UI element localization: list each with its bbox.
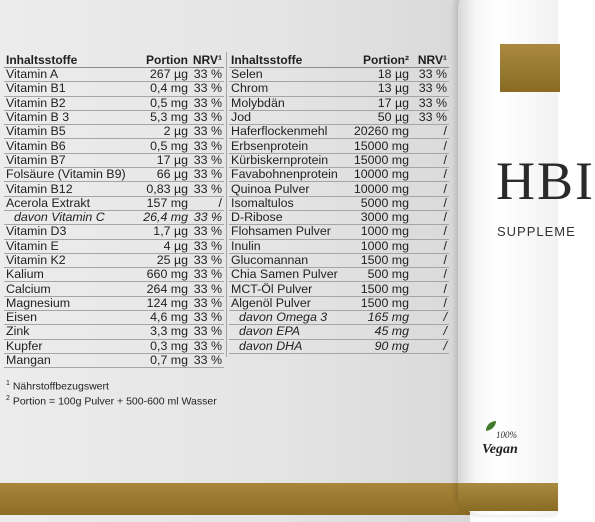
portion-value: 20260 mg [347,125,411,139]
table-row [229,125,449,139]
table-row [229,296,449,310]
portion-value: 0,7 mg [132,353,190,367]
bottle-gold-band-bottom [458,483,558,511]
nrv-value: 33 % [190,68,224,82]
nrv-value: 33 % [190,125,224,139]
nrv-value: 33 % [190,296,224,310]
portion-value: 2 µg [132,125,190,139]
portion-value: 15000 mg [347,139,411,153]
nrv-value: 33 % [190,139,224,153]
ingredient-name: Eisen [4,311,132,325]
nrv-value: / [411,153,449,167]
portion-value: 124 mg [132,296,190,310]
ingredient-name: Kürbiskernprotein [229,153,347,167]
portion-value: 165 mg [347,311,411,325]
ingredient-name: MCT-Öl Pulver [229,282,347,296]
vegan-label: Vegan [482,442,518,457]
nrv-value: / [411,225,449,239]
portion-value: 1000 mg [347,225,411,239]
portion-value: 1500 mg [347,253,411,267]
ingredient-name: Vitamin B6 [4,139,132,153]
ingredient-name: Chia Samen Pulver [229,268,347,282]
nrv-value: / [411,253,449,267]
nrv-value: 33 % [190,353,224,367]
brand-name: HBI [496,151,595,211]
nutrition-table-right [229,52,449,354]
table-row [229,182,449,196]
table-row [4,82,224,96]
footnote-1 [6,380,109,393]
table-row [229,110,449,124]
portion-value: 45 mg [347,325,411,339]
portion-value: 660 mg [132,268,190,282]
vegan-badge [478,420,518,470]
ingredient-name: D-Ribose [229,210,347,224]
table-row [4,210,224,224]
portion-value: 267 µg [132,68,190,82]
ingredient-name: Algenöl Pulver [229,296,347,310]
table-row [4,225,224,239]
header-portion: Portion² [347,52,411,68]
portion-value: 17 µg [347,96,411,110]
portion-value: 5000 mg [347,196,411,210]
portion-value: 500 mg [347,268,411,282]
table-row [4,339,224,353]
ingredient-name: Vitamin D3 [4,225,132,239]
ingredient-name: davon Vitamin C [4,210,132,224]
table-row [4,125,224,139]
table-row [4,353,224,367]
nrv-value: 33 % [190,110,224,124]
nrv-value: / [411,339,449,353]
nrv-value: 33 % [190,225,224,239]
ingredient-name: Vitamin A [4,68,132,82]
table-row [4,96,224,110]
vegan-percent: 100% [496,430,517,440]
table-row [229,139,449,153]
table-row [4,196,224,210]
portion-value: 26,4 mg [132,210,190,224]
ingredient-name: Kupfer [4,339,132,353]
nrv-value: / [411,168,449,182]
portion-value: 1500 mg [347,282,411,296]
ingredient-name: davon Omega 3 [229,311,347,325]
table-row [4,282,224,296]
portion-value: 264 mg [132,282,190,296]
table-row [229,239,449,253]
portion-value: 50 µg [347,110,411,124]
ingredient-name: Vitamin B7 [4,153,132,167]
portion-value: 3,3 mg [132,325,190,339]
nrv-value: 33 % [190,239,224,253]
nrv-value: 33 % [190,325,224,339]
nrv-value: / [411,182,449,196]
ingredient-name: Vitamin B2 [4,96,132,110]
portion-value: 15000 mg [347,153,411,167]
ingredient-name: Vitamin B1 [4,82,132,96]
portion-value: 4 µg [132,239,190,253]
portion-value: 1000 mg [347,239,411,253]
table-row [4,182,224,196]
table-row [4,168,224,182]
table-row [4,153,224,167]
ingredient-name: Vitamin B12 [4,182,132,196]
ingredient-name: Haferflockenmehl [229,125,347,139]
ingredient-name: Inulin [229,239,347,253]
nrv-value: / [411,196,449,210]
portion-value: 90 mg [347,339,411,353]
portion-value: 1500 mg [347,296,411,310]
table-row [229,68,449,82]
portion-value: 0,3 mg [132,339,190,353]
nrv-value: / [411,325,449,339]
nrv-value: / [411,210,449,224]
nrv-value: 33 % [190,253,224,267]
header-nrv: NRV¹ [411,52,449,68]
nrv-value: 33 % [190,168,224,182]
table-row [4,110,224,124]
portion-value: 0,5 mg [132,96,190,110]
footnote-mark: 2 [6,395,10,402]
nrv-value: 33 % [411,110,449,124]
portion-value: 157 mg [132,196,190,210]
nrv-value: 33 % [190,210,224,224]
ingredient-name: Kalium [4,268,132,282]
portion-value: 25 µg [132,253,190,267]
table-row [229,153,449,167]
footnote-mark: 1 [6,380,10,387]
bottle-gold-band [500,44,560,92]
nrv-value: / [411,311,449,325]
table-row [4,253,224,267]
nrv-value: 33 % [190,153,224,167]
ingredient-name: Acerola Extrakt [4,196,132,210]
table-row [229,282,449,296]
nrv-value: 33 % [190,268,224,282]
portion-value: 10000 mg [347,182,411,196]
ingredient-name: Calcium [4,282,132,296]
nrv-value: / [411,268,449,282]
portion-value: 18 µg [347,68,411,82]
header-nrv: NRV¹ [190,52,224,68]
nutrition-table-left [4,52,224,368]
table-row [229,268,449,282]
ingredient-name: Vitamin B 3 [4,110,132,124]
nrv-value: / [411,239,449,253]
ingredient-name: Isomaltulos [229,196,347,210]
brand-subtitle: SUPPLEME [497,224,576,239]
table-row [229,168,449,182]
ingredient-name: Vitamin K2 [4,253,132,267]
portion-value: 1,7 µg [132,225,190,239]
header-ingredients: Inhaltsstoffe [229,52,347,68]
nrv-value: 33 % [190,282,224,296]
footnote-text: Portion = 100g Pulver + 500-600 ml Wasser [12,395,217,408]
table-row [4,68,224,82]
portion-value: 4,6 mg [132,311,190,325]
ingredient-name: Selen [229,68,347,82]
table-row [229,96,449,110]
table-row [229,196,449,210]
portion-value: 13 µg [347,82,411,96]
ingredient-name: davon EPA [229,325,347,339]
gold-bar [0,483,470,515]
table-header-row [229,52,449,68]
table-row [229,311,449,325]
header-portion: Portion [132,52,190,68]
table-row [229,225,449,239]
table-row [229,339,449,353]
table-row [4,268,224,282]
table-row [4,239,224,253]
ingredient-name: Vitamin B5 [4,125,132,139]
table-row [229,82,449,96]
ingredient-name: Chrom [229,82,347,96]
ingredient-name: Mangan [4,353,132,367]
ingredient-name: Quinoa Pulver [229,182,347,196]
portion-value: 66 µg [132,168,190,182]
nrv-value: / [411,282,449,296]
table-header-row [4,52,224,68]
table-row [4,325,224,339]
table-row [229,325,449,339]
portion-value: 10000 mg [347,168,411,182]
table-row [229,210,449,224]
nrv-value: 33 % [411,68,449,82]
nrv-value: 33 % [411,96,449,110]
portion-value: 5,3 mg [132,110,190,124]
table-row [229,253,449,267]
ingredient-name: davon DHA [229,339,347,353]
ingredient-name: Magnesium [4,296,132,310]
footnote-2 [6,395,217,408]
header-ingredients: Inhaltsstoffe [4,52,132,68]
portion-value: 0,5 mg [132,139,190,153]
ingredient-name: Molybdän [229,96,347,110]
footnote-text: Nährstoffbezugswert [12,380,109,393]
nrv-value: 33 % [190,96,224,110]
nrv-value: 33 % [190,82,224,96]
table-row [4,296,224,310]
ingredient-name: Jod [229,110,347,124]
table-row [4,139,224,153]
portion-value: 0,4 mg [132,82,190,96]
column-divider [226,52,227,357]
nrv-value: 33 % [190,311,224,325]
ingredient-name: Flohsamen Pulver [229,225,347,239]
nrv-value: / [411,296,449,310]
nrv-value: 33 % [411,82,449,96]
ingredient-name: Folsäure (Vitamin B9) [4,168,132,182]
nrv-value: / [190,196,224,210]
nrv-value: 33 % [190,339,224,353]
ingredient-name: Favabohnenprotein [229,168,347,182]
portion-value: 17 µg [132,153,190,167]
table-row [4,311,224,325]
nrv-value: / [411,139,449,153]
ingredient-name: Erbsenprotein [229,139,347,153]
nrv-value: 33 % [190,182,224,196]
nrv-value: / [411,125,449,139]
portion-value: 3000 mg [347,210,411,224]
ingredient-name: Zink [4,325,132,339]
ingredient-name: Vitamin E [4,239,132,253]
portion-value: 0,83 µg [132,182,190,196]
ingredient-name: Glucomannan [229,253,347,267]
